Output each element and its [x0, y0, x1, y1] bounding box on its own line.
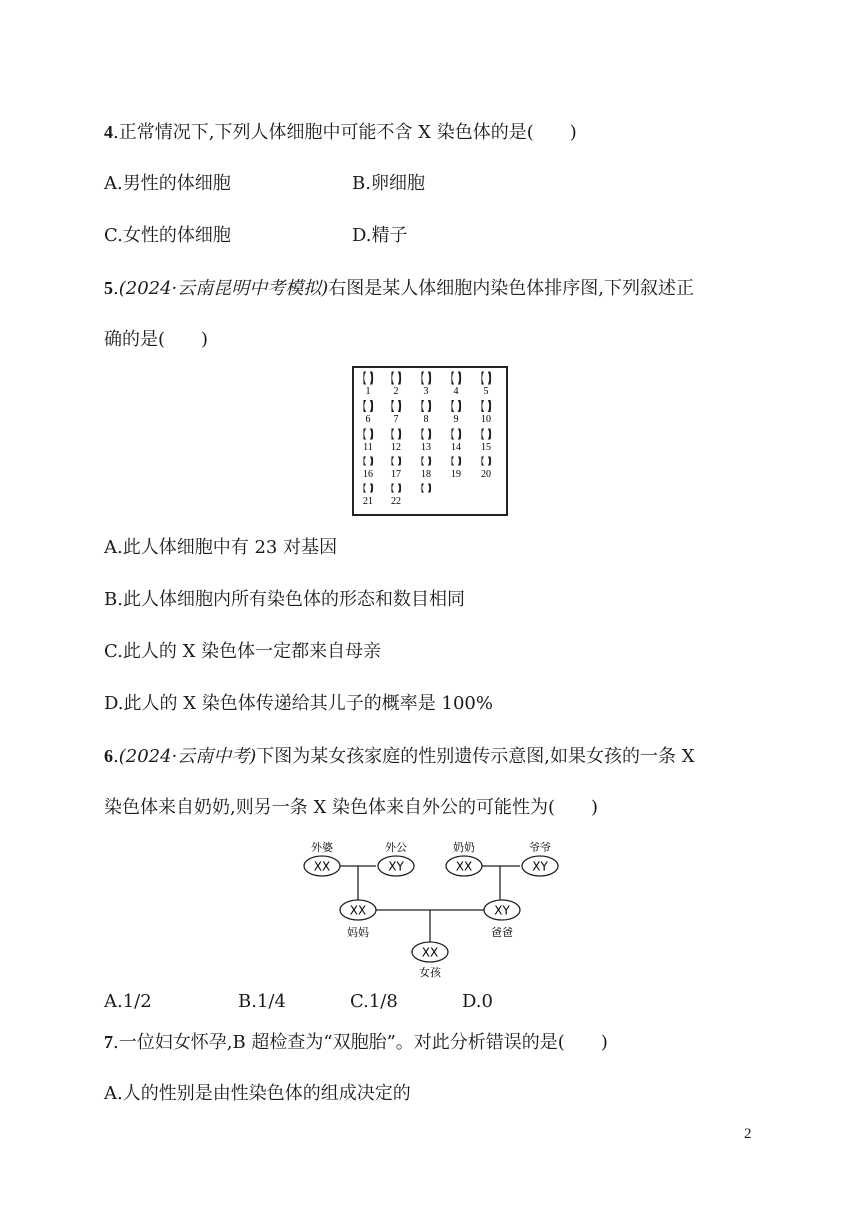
chromosome-8-right: [428, 400, 431, 412]
chromosome-7-left: [391, 400, 394, 412]
q4-option-a: A.男性的体细胞: [104, 173, 231, 194]
chromosome-16-right: [370, 457, 373, 466]
nainai-label: 奶奶: [453, 841, 475, 854]
chromosome-19-right: [458, 457, 461, 466]
waipo-genotype: XX: [313, 859, 331, 874]
karyotype-label: 15: [481, 442, 491, 453]
mama-label: 妈妈: [347, 926, 369, 939]
chromosome-2-left: [391, 372, 394, 385]
chromosome-13-right: [428, 429, 431, 440]
q5-option-d: D.此人的 X 染色体传递给其儿子的概率是 100%: [104, 693, 493, 714]
chromosome-9-left: [451, 400, 454, 412]
q6-stem-text: 下图为某女孩家庭的性别遗传示意图,如果女孩的一条 X: [256, 746, 695, 767]
karyotype-label: 20: [481, 469, 491, 480]
karyotype-label: 16: [363, 469, 373, 480]
chromosome-6-left: [363, 400, 366, 412]
karyotype-label: 12: [391, 442, 401, 453]
karyotype-label: 8: [423, 414, 429, 425]
karyotype-label: 17: [391, 469, 401, 480]
chromosome-18-left: [421, 457, 424, 466]
q6-stem: [104, 744, 695, 769]
chromosome-23-left: [421, 484, 424, 493]
chromosome-4-left: [451, 372, 454, 385]
nvhai-label: 女孩: [419, 966, 441, 979]
chromosome-20-left: [481, 457, 484, 466]
q7-number: 7: [104, 1032, 113, 1052]
chromosome-19-left: [451, 457, 454, 466]
chromosome-5-left: [481, 372, 484, 385]
chromosome-3-left: [421, 372, 424, 385]
waipo-label: 外婆: [311, 841, 333, 854]
q4-stem: [104, 120, 577, 145]
chromosome-6-right: [370, 400, 373, 412]
chromosome-13-left: [421, 429, 424, 440]
q7-stem-text: .一位妇女怀孕,B 超检查为“双胞胎”。对此分析错误的是( ): [113, 1032, 608, 1053]
karyotype-label: 2: [393, 386, 399, 397]
chromosome-10-left: [481, 400, 484, 412]
chromosome-11-right: [370, 429, 373, 440]
pedigree-svg: [300, 836, 562, 982]
karyotype-label: 3: [423, 386, 429, 397]
q4-number: 4: [104, 122, 113, 142]
chromosome-7-right: [398, 400, 401, 412]
chromosome-5-right: [488, 372, 491, 385]
q6-stem-line2: 染色体来自奶奶,则另一条 X 染色体来自外公的可能性为( ): [104, 797, 599, 818]
nainai-genotype: XX: [455, 859, 473, 874]
chromosome-21-left: [363, 484, 366, 493]
baba-genotype: XY: [494, 903, 510, 918]
q5-stem-line2: 确的是( ): [104, 329, 209, 350]
chromosome-16-left: [363, 457, 366, 466]
chromosome-18-right: [428, 457, 431, 466]
chromosome-14-left: [451, 429, 454, 440]
q6-number: 6: [104, 746, 113, 766]
karyotype-svg: [354, 368, 506, 514]
page-number: 2: [744, 1126, 752, 1142]
karyotype-label: 13: [421, 442, 431, 453]
yeye-label: 爷爷: [529, 841, 551, 854]
karyotype-label: 19: [451, 469, 461, 480]
q5-stem: [104, 276, 694, 301]
karyotype-label: 1: [365, 386, 371, 397]
chromosome-2-right: [398, 372, 401, 385]
karyotype-label: 6: [365, 414, 371, 425]
chromosome-12-left: [391, 429, 394, 440]
chromosome-22-right: [398, 484, 401, 493]
chromosome-12-right: [398, 429, 401, 440]
chromosome-9-right: [458, 400, 461, 412]
q6-option-a: A.1/2: [104, 991, 152, 1012]
chromosome-1-right: [370, 372, 373, 385]
q6-option-d: D.0: [462, 991, 493, 1012]
karyotype-label: 21: [363, 496, 373, 507]
karyotype-label: 5: [483, 386, 489, 397]
q6-option-b: B.1/4: [238, 991, 286, 1012]
yeye-genotype: XY: [532, 859, 548, 874]
q5-option-a: A.此人体细胞中有 23 对基因: [104, 537, 338, 558]
karyotype-label: 14: [451, 442, 461, 453]
chromosome-17-left: [391, 457, 394, 466]
q6-source: .(2024·云南中考): [113, 746, 257, 767]
nvhai-genotype: XX: [421, 945, 439, 960]
q7-stem: [104, 1030, 608, 1055]
chromosome-4-right: [458, 372, 461, 385]
chromosome-22-left: [391, 484, 394, 493]
baba-label: 爸爸: [491, 926, 513, 939]
karyotype-figure: [352, 366, 508, 516]
chromosome-10-right: [488, 400, 491, 412]
karyotype-label: 4: [453, 386, 459, 397]
chromosome-20-right: [488, 457, 491, 466]
karyotype-label: 18: [421, 469, 431, 480]
karyotype-label: 22: [391, 496, 401, 507]
chromosome-15-right: [488, 429, 491, 440]
chromosome-23-right: [428, 484, 431, 493]
q4-option-d: D.精子: [352, 225, 408, 246]
waigong-label: 外公: [385, 841, 407, 854]
q5-source: .(2024·云南昆明中考模拟): [113, 278, 329, 299]
q5-stem-text: 右图是某人体细胞内染色体排序图,下列叙述正: [328, 278, 695, 299]
karyotype-label: 10: [481, 414, 491, 425]
q4-option-b: B.卵细胞: [352, 173, 425, 194]
waigong-genotype: XY: [388, 859, 404, 874]
chromosome-8-left: [421, 400, 424, 412]
chromosome-11-left: [363, 429, 366, 440]
chromosome-1-left: [363, 372, 366, 385]
q4-options-row1: [104, 172, 425, 196]
karyotype-label: 9: [453, 414, 459, 425]
q6-options: [104, 990, 564, 1014]
karyotype-label: 11: [363, 442, 373, 453]
pedigree-diagram: [300, 836, 562, 982]
q6-option-c: C.1/8: [350, 991, 398, 1012]
chromosome-3-right: [428, 372, 431, 385]
q4-option-c: C.女性的体细胞: [104, 225, 231, 246]
q5-number: 5: [104, 278, 113, 298]
q5-option-c: C.此人的 X 染色体一定都来自母亲: [104, 641, 382, 662]
q4-options-row2: [104, 224, 408, 248]
mama-genotype: XX: [349, 903, 367, 918]
q7-option-a: A.人的性别是由性染色体的组成决定的: [104, 1083, 411, 1104]
chromosome-17-right: [398, 457, 401, 466]
q4-stem-text: .正常情况下,下列人体细胞中可能不含 X 染色体的是( ): [113, 122, 577, 143]
chromosome-15-left: [481, 429, 484, 440]
q5-option-b: B.此人体细胞内所有染色体的形态和数目相同: [104, 589, 465, 610]
karyotype-label-group: [363, 386, 491, 507]
karyotype-label: 7: [393, 414, 399, 425]
chromosome-21-right: [370, 484, 373, 493]
chromosome-14-right: [458, 429, 461, 440]
